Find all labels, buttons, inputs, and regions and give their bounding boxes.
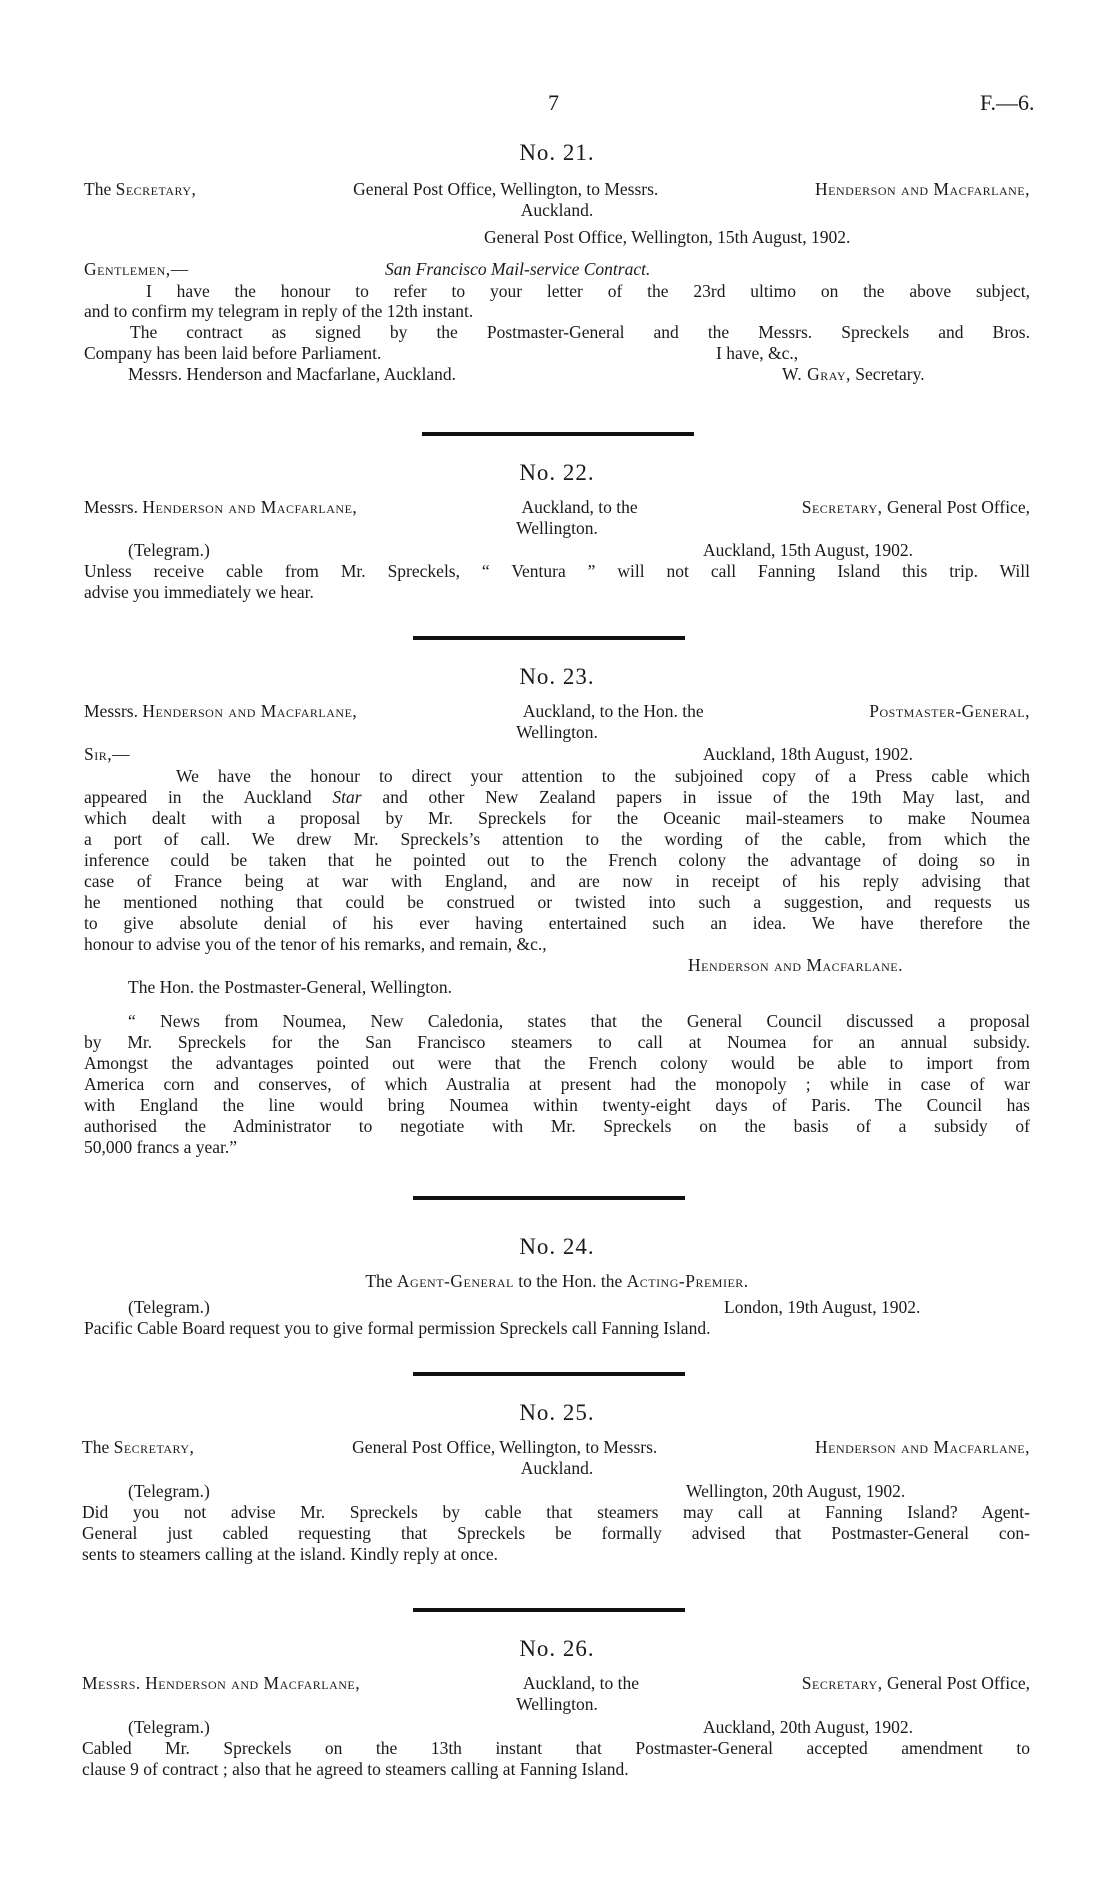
section-divider [413, 1372, 685, 1376]
section-23-body-line: honour to advise you of the tenor of his remarks, and remain, &c., [84, 934, 547, 954]
section-25-dateline: Wellington, 20th August, 1902. [686, 1481, 906, 1501]
page-number: 7 [548, 90, 559, 115]
section-23-address-cont: Wellington. [516, 722, 598, 742]
quote-line: America corn and conserves, of which Australia at present had the monopoly ; while in case of war [84, 1074, 1030, 1094]
section-25-address: The Secretary, General Post Office, Wellington, to Messrs. Henderson and Macfarlane, [82, 1437, 1030, 1457]
section-divider [413, 636, 685, 640]
section-number-21: No. 21. [519, 140, 595, 165]
section-number-26: No. 26. [519, 1636, 595, 1661]
section-21-address-cont: Auckland. [520, 200, 594, 220]
section-24-address: The Agent-General to the Hon. the Acting-Premier. [365, 1271, 749, 1291]
section-divider [413, 1196, 685, 1200]
quote-line: with England the line would bring Noumea within twenty-eight days of Paris. The Council has [84, 1095, 1030, 1115]
section-24-body-line: Pacific Cable Board request you to give formal permission Spreckels call Fanning Island. [84, 1318, 711, 1338]
section-23-addressee: The Hon. the Postmaster-General, Wellington. [128, 977, 453, 997]
section-21-address: The Secretary, General Post Office, Wellington, to Messrs. Henderson and Macfarlane, [84, 179, 1030, 199]
section-25-body-line: General just cabled requesting that Spreckels be formally advised that Postmaster-General con- [82, 1523, 1030, 1543]
section-24-dateline: London, 19th August, 1902. [724, 1297, 921, 1317]
section-number-24: No. 24. [519, 1234, 595, 1259]
section-22-type: (Telegram.) [128, 540, 210, 560]
section-23-body-line: which dealt with a proposal by Mr. Spreckels for the Oceanic mail-steamers to make Noumea [84, 808, 1030, 828]
section-23-signature: Henderson and Macfarlane. [688, 955, 903, 975]
section-21-body-line: I have the honour to refer to your letter of the 23rd ultimo on the above subject, [146, 281, 1030, 301]
section-21-body-line: and to confirm my telegram in reply of the 12th instant. [84, 301, 474, 321]
section-number-23: No. 23. [519, 664, 595, 689]
section-23-dateline: Auckland, 18th August, 1902. [703, 744, 913, 764]
quote-line: by Mr. Spreckels for the San Francisco steamers to call at Noumea for an annual subsidy. [84, 1032, 1030, 1052]
quote-line: 50,000 francs a year.” [84, 1137, 238, 1157]
section-26-dateline: Auckland, 20th August, 1902. [703, 1717, 913, 1737]
section-21-signature: W. Gray, Secretary. [782, 364, 925, 384]
quote-line: Amongst the advantages pointed out were that the French colony would be able to import from [84, 1053, 1030, 1073]
section-21-addressee: Messrs. Henderson and Macfarlane, Auckland. [128, 364, 457, 384]
section-26-address-cont: Wellington. [516, 1694, 598, 1714]
section-number-25: No. 25. [519, 1400, 595, 1425]
section-26-body-line: Cabled Mr. Spreckels on the 13th instant that Postmaster-General accepted amendment to [82, 1738, 1030, 1758]
section-22-address: Messrs. Henderson and Macfarlane, Auckland, to the Secretary, General Post Office, [84, 497, 1030, 517]
section-divider [413, 1608, 685, 1612]
section-21-body-line: The contract as signed by the Postmaster-General and the Messrs. Spreckels and Bros. [130, 322, 1030, 342]
section-25-address-cont: Auckland. [520, 1458, 594, 1478]
section-26-body-line: clause 9 of contract ; also that he agreed to steamers calling at Fanning Island. [82, 1759, 629, 1779]
section-21-dateline: General Post Office, Wellington, 15th August, 1902. [484, 227, 851, 247]
section-23-body-line: to give absolute denial of his ever having entertained such an idea. We have therefore the [84, 913, 1030, 933]
section-25-type: (Telegram.) [128, 1481, 210, 1501]
section-25-body-line: sents to steamers calling at the island. Kindly reply at once. [82, 1544, 499, 1564]
section-22-dateline: Auckland, 15th August, 1902. [703, 540, 913, 560]
section-21-closing: I have, &c., [716, 343, 799, 363]
section-23-body-line: case of France being at war with England, and are now in receipt of his reply advising that [84, 871, 1030, 891]
section-number-22: No. 22. [519, 460, 595, 485]
section-26-address: Messrs. Henderson and Macfarlane, Auckland, to the Secretary, General Post Office, [82, 1673, 1030, 1693]
section-23-body-line: We have the honour to direct your attention to the subjoined copy of a Press cable which [176, 766, 1030, 786]
document-reference: F.—6. [980, 90, 1035, 115]
section-23-salutation: Sir,— [84, 744, 131, 764]
section-25-body-line: Did you not advise Mr. Spreckels by cable that steamers may call at Fanning Island? Agent- [82, 1502, 1030, 1522]
section-24-type: (Telegram.) [128, 1297, 210, 1317]
section-21-salutation: Gentlemen,— [84, 259, 189, 279]
section-22-body-line: Unless receive cable from Mr. Spreckels, “ Ventura ” will not call Fanning Island this trip. Will [84, 561, 1030, 581]
quote-line: authorised the Administrator to negotiate with Mr. Spreckels on the basis of a subsidy of [84, 1116, 1030, 1136]
section-23-address: Messrs. Henderson and Macfarlane, Auckland, to the Hon. the Postmaster-General, [84, 701, 1030, 721]
section-22-address-cont: Wellington. [516, 518, 598, 538]
section-21-subject: San Francisco Mail-service Contract. [385, 259, 651, 279]
section-23-body-line: inference could be taken that he pointed out to the French colony the advantage of doing so in [84, 850, 1030, 870]
section-23-body-line: he mentioned nothing that could be construed or twisted into such a suggestion, and requests us [84, 892, 1030, 912]
section-divider [422, 432, 694, 436]
section-22-body-line: advise you immediately we hear. [84, 582, 314, 602]
section-21-body-line: Company has been laid before Parliament. [84, 343, 382, 363]
quote-line: “ News from Noumea, New Caledonia, states that the General Council discussed a proposal [128, 1011, 1030, 1031]
section-23-body-line: appeared in the Auckland Star and other New Zealand papers in issue of the 19th May last, and [84, 787, 1031, 807]
section-23-body-line: a port of call. We drew Mr. Spreckels’s attention to the wording of the cable, from which the [84, 829, 1030, 849]
section-26-type: (Telegram.) [128, 1717, 210, 1737]
